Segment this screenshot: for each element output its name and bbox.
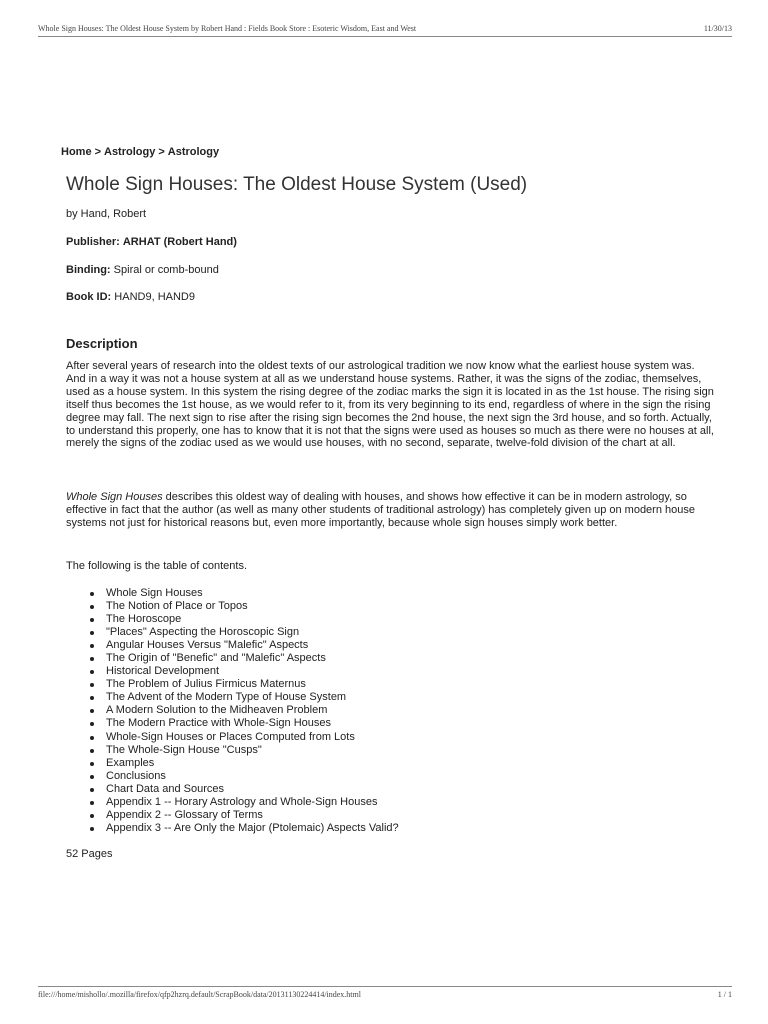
page-count: 52 Pages [66,848,113,860]
list-item: The Notion of Place or Topos [66,600,399,613]
description-paragraph-2-text: describes this oldest way of dealing with houses, and shows how effective it can be in modern astrology, so effective in fact that the author (as well as many other students of traditional astrology) has completely given up on modern house systems not just for historical reasons but, even more importantly, because whole sign houses simply work better. [66,491,695,529]
book-author: by Hand, Robert [66,208,147,220]
breadcrumb-astrology-link[interactable]: Astrology [104,146,156,158]
list-item: The Whole-Sign House "Cusps" [66,744,399,757]
publisher-label: Publisher: [66,236,120,248]
breadcrumb-astrology-sub-link[interactable]: Astrology [167,146,220,158]
print-header-date: 11/30/13 [703,24,732,33]
list-item: The Modern Practice with Whole-Sign Houses [66,717,399,730]
print-header [38,24,732,33]
description-paragraph-1: After several years of research into the oldest texts of our astrological tradition we now know what the earliest house system was. And in a way it was not a house system at all as we understand house systems. Rather, it was the signs of the zodiac, themselves, used as a house system. In this system the rising degree of the zodiac marks the sign it is located in as the 1st house. The rising sign itself thus becomes the 1st house, as we would refer to it, from its very beginning to its end, regardless of where in the sign the rising degree may fall. The next sign to rise after the rising sign becomes the 2nd house, the next sign the 3rd house, and so forth. Actually, to understand this properly, one has to know that it is not that the signs were used as houses so much as there were no houses at all, merely the signs of the zodiac used as we would use houses, with no second, separate, twelve-fold division of the chart at all. [66,360,714,450]
list-item: Examples [66,757,399,770]
bookid-value: HAND9, HAND9 [114,291,195,303]
description-heading: Description [66,336,138,351]
book-binding [66,264,219,276]
breadcrumb [61,146,219,158]
bookid-label: Book ID: [66,291,112,303]
list-item: Conclusions [66,770,399,783]
breadcrumb-separator: > [94,146,101,158]
print-header-title: Whole Sign Houses: The Oldest House System by Robert Hand : Fields Book Store : Esoteric Wisdom, East and West [38,24,417,33]
header-divider [38,36,732,37]
book-title-italic: Whole Sign Houses [66,491,163,503]
breadcrumb-home-link[interactable]: Home [61,146,92,158]
list-item: Appendix 2 -- Glossary of Terms [66,809,399,822]
footer-divider [38,986,732,987]
list-item: "Places" Aspecting the Horoscopic Sign [66,626,399,639]
toc-intro: The following is the table of contents. [66,560,247,572]
binding-value: Spiral or comb-bound [113,264,219,276]
list-item: Whole-Sign Houses or Places Computed from Lots [66,731,399,744]
list-item: Chart Data and Sources [66,783,399,796]
list-item: Whole Sign Houses [66,587,399,600]
list-item: Angular Houses Versus "Malefic" Aspects [66,639,399,652]
list-item: A Modern Solution to the Midheaven Problem [66,704,399,717]
description-paragraph-2 [66,491,716,530]
list-item: Appendix 1 -- Horary Astrology and Whole-Sign Houses [66,796,399,809]
list-item: The Advent of the Modern Type of House System [66,691,399,704]
list-item: Historical Development [66,665,399,678]
list-item: The Problem of Julius Firmicus Maternus [66,678,399,691]
print-footer-path: file:///home/mishollo/.mozilla/firefox/qfp2hzrq.default/ScrapBook/data/20131130224414/index.html [38,990,361,999]
list-item: The Horoscope [66,613,399,626]
breadcrumb-separator: > [158,146,165,158]
print-footer [38,990,732,999]
table-of-contents [66,587,399,835]
book-publisher [66,236,237,248]
print-footer-page: 1 / 1 [717,990,732,999]
binding-label: Binding: [66,264,111,276]
publisher-value: ARHAT (Robert Hand) [122,236,237,248]
book-title: Whole Sign Houses: The Oldest House System (Used) [66,174,528,195]
list-item: The Origin of "Benefic" and "Malefic" Aspects [66,652,399,665]
book-id [66,291,195,303]
list-item: Appendix 3 -- Are Only the Major (Ptolemaic) Aspects Valid? [66,822,399,835]
